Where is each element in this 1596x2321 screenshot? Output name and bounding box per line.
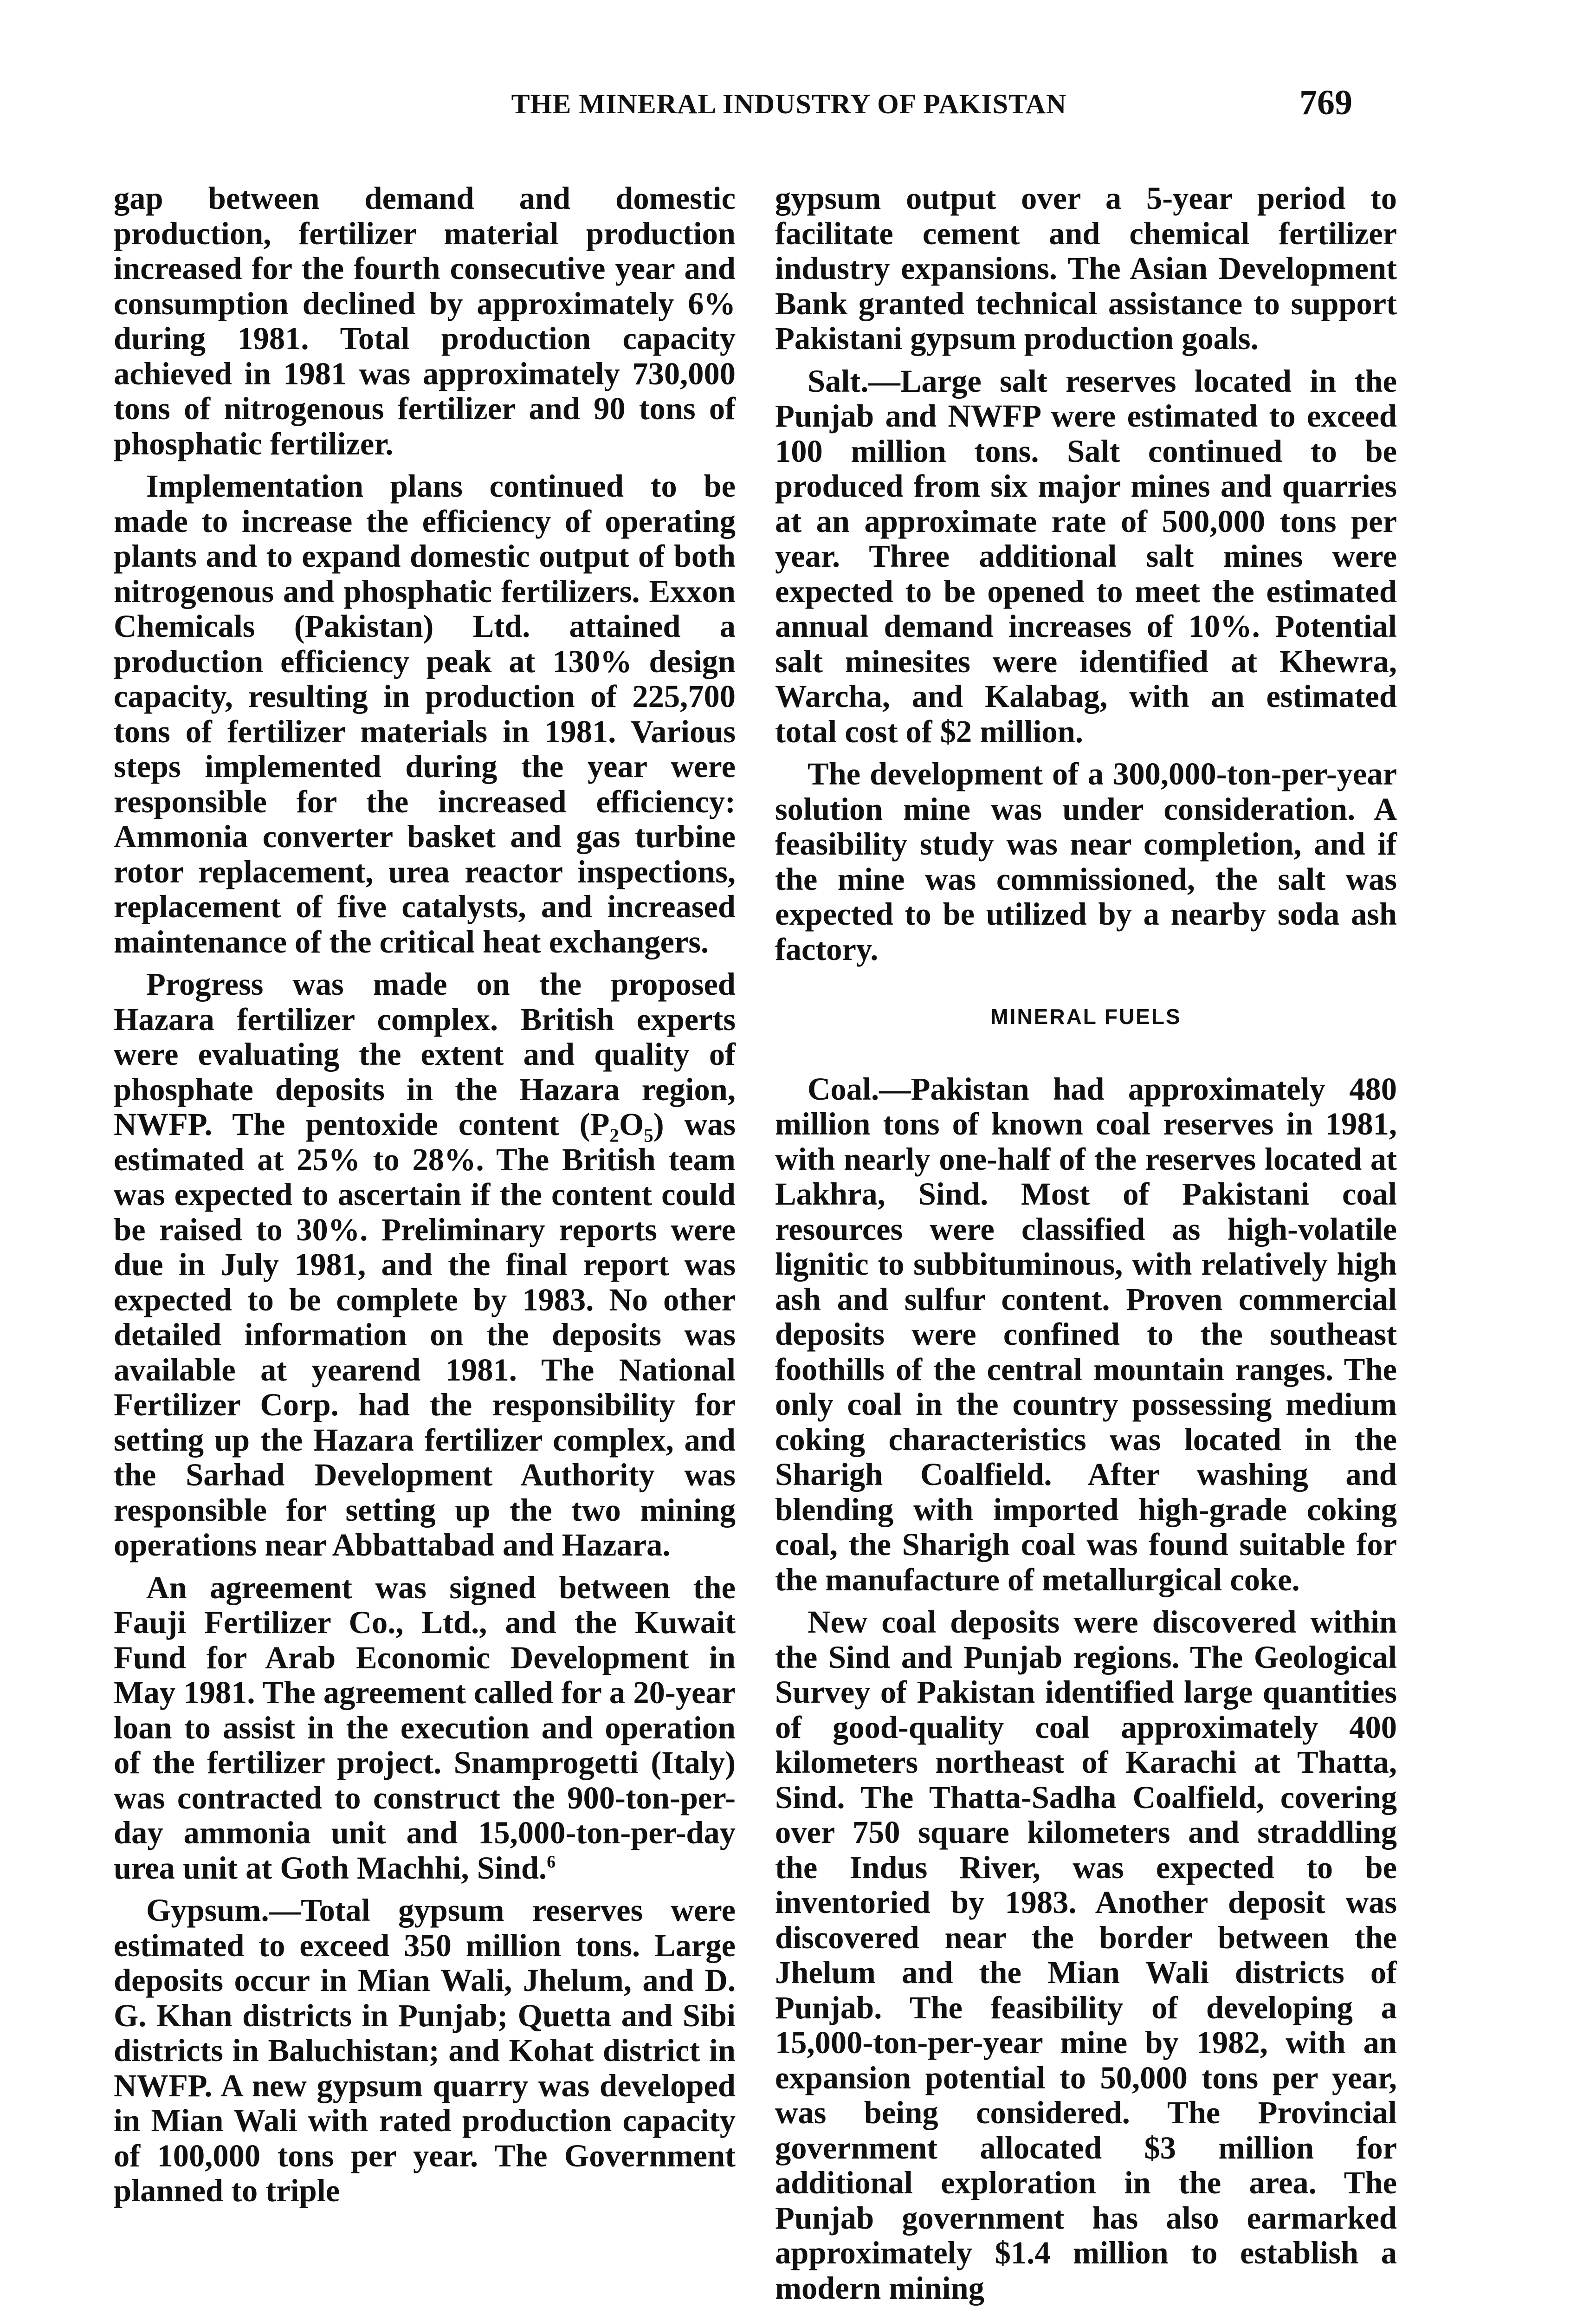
right-column: [775, 181, 1397, 2313]
coal-text: —Pakistan had approximately 480 million tons of known coal reserves in 1981, with nearly one-half of the reserves located at Lakhra, Sind. Most of Pakistani coal resources were classified as high-volatile lignitic to subbituminous, with relatively high ash and sulfur content. Proven commercial deposits were confined to the southeast foothills of the central mountain ranges. The only coal in the country possessing medium coking characteristics was located in the Sharigh Coalfield. After washing and blending with imported high-grade coking coal, the Sharigh coal was found suitable for the manufacture of metallurgical coke.: [775, 1071, 1397, 1597]
coal-run-in-head: Coal.: [808, 1071, 879, 1107]
left-column: [114, 181, 736, 2216]
paragraph-coal: [775, 1072, 1397, 1598]
paragraph-gypsum: [114, 1893, 736, 2209]
o-subscript: 5: [644, 1124, 653, 1146]
paragraph-hazara-complex: [114, 967, 736, 1563]
salt-text: —Large salt reserves located in the Punjab and NWFP were estimated to exceed 100 million tons. Salt continued to be produced from six major mines and quarries at an approximate rate of 500,000 tons per year. Three additional salt mines were expected to be opened to meet the estimated annual demand increases of 10%. Potential salt minesites were identified at Khewra, Warcha, and Kalabag, with an estimated total cost of $2 million.: [775, 363, 1397, 749]
gypsum-run-in-head: Gypsum.: [146, 1893, 269, 1928]
page-number: 769: [1299, 83, 1352, 122]
p-subscript: 2: [609, 1124, 619, 1146]
fauji-text: An agreement was signed between the Fauji Fertilizer Co., Ltd., and the Kuwait Fund for Arab Economic Development in May 1981. The agreement called for a 20-year loan to assist in the execution and operation of the fertilizer project. Snamprogetti (Italy) was contracted to construct the 900-ton-per-day ammonia unit and 15,000-ton-per-day urea unit at Goth Machhi, Sind.: [114, 1569, 736, 1886]
paragraph-fertilizer-production: gap between demand and domestic production, fertilizer material production increased for the fourth consecutive year and consumption declined by approximately 6% during 1981. Total production capacity achieved in 1981 was approximately 730,000 tons of nitrogenous fertilizer and 90 tons of phosphatic fertilizer.: [114, 181, 736, 461]
hazara-text-before: Progress was made on the proposed Hazara fertilizer complex. British experts were evaluating the extent and quality of phosphate deposits in the Hazara region, NWFP. The pentoxide content (P: [114, 966, 736, 1142]
footnote-marker: 6: [547, 1852, 556, 1872]
salt-run-in-head: Salt.: [808, 363, 869, 399]
oxygen-symbol: O: [619, 1107, 644, 1142]
paragraph-solution-mine: The development of a 300,000-ton-per-year solution mine was under consideration. A feasibility study was near completion, and if the mine was commissioned, the salt was expected to be utilized by a nearby soda ash factory.: [775, 756, 1397, 967]
gypsum-text: —Total gypsum reserves were estimated to exceed 350 million tons. Large deposits occur in Mian Wali, Jhelum, and D. G. Khan districts in Punjab; Quetta and Sibi districts in Baluchistan; and Kohat district in NWFP. A new gypsum quarry was developed in Mian Wali with rated production capacity of 100,000 tons per year. The Government planned to triple: [114, 1893, 736, 2208]
hazara-text-after: ) was estimated at 25% to 28%. The British team was expected to ascertain if the content could be raised to 30%. Preliminary reports were due in July 1981, and the final report was expected to be complete by 1983. No other detailed information on the deposits was available at yearend 1981. The National Fertilizer Corp. had the responsibility for setting up the Hazara fertilizer complex, and the Sarhad Development Authority was responsible for setting up the two mining operations near Abbattabad and Hazara.: [114, 1107, 736, 1562]
paragraph-salt: [775, 364, 1397, 750]
paragraph-new-coal-deposits: New coal deposits were discovered within the Sind and Punjab regions. The Geological Survey of Pakistan identified large quantities of good-quality coal approximately 400 kilometers northeast of Karachi at Thatta, Sind. The Thatta-Sadha Coalfield, covering over 750 square kilometers and straddling the Indus River, was expected to be inventoried by 1983. Another deposit was discovered near the border between the Jhelum and the Mian Wali districts of Punjab. The feasibility of developing a 15,000-ton-per-year mine by 1982, with an expansion potential to 50,000 tons per year, was being considered. The Provincial government allocated $3 million for additional exploration in the area. The Punjab government has also earmarked approximately $1.4 million to establish a modern mining: [775, 1604, 1397, 2306]
paragraph-implementation-plans: Implementation plans continued to be made to increase the efficiency of operating plants and to expand domestic output of both nitrogenous and phosphatic fertilizers. Exxon Chemicals (Pakistan) Ltd. attained a production efficiency peak at 130% design capacity, resulting in production of 225,700 tons of fertilizer materials in 1981. Various steps implemented during the year were responsible for the increased efficiency: Ammonia converter basket and gas turbine rotor replacement, urea reactor inspections, replacement of five catalysts, and increased maintenance of the critical heat exchangers.: [114, 468, 736, 960]
paragraph-fauji-agreement: [114, 1570, 736, 1886]
section-heading-mineral-fuels: MINERAL FUELS: [990, 1005, 1182, 1029]
running-head-title: THE MINERAL INDUSTRY OF PAKISTAN: [511, 89, 1067, 119]
paragraph-gypsum-continued: gypsum output over a 5-year period to facilitate cement and chemical fertilizer industry expansions. The Asian Development Bank granted technical assistance to support Pakistani gypsum production goals.: [775, 181, 1397, 356]
